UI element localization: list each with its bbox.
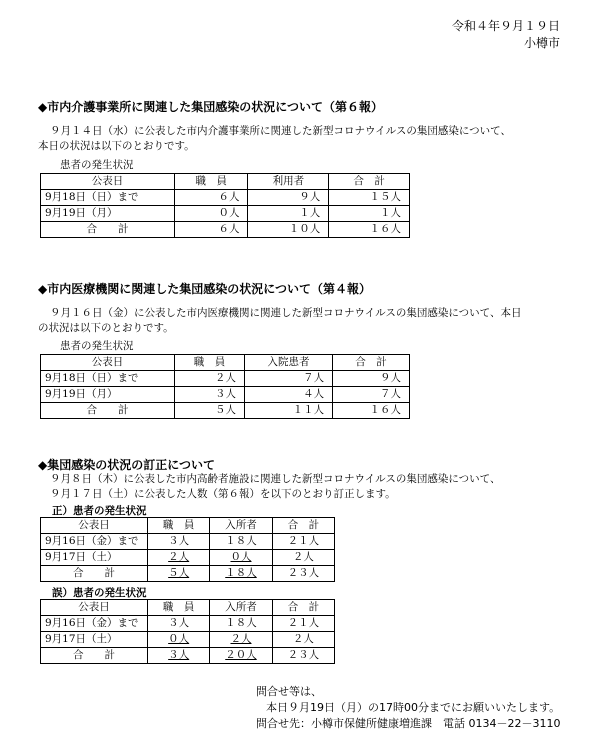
corrected-value: ０人 bbox=[230, 551, 252, 563]
table-header-row bbox=[41, 174, 410, 190]
date-cell: 9月19日（月） bbox=[41, 387, 175, 403]
value-cell: ４人 bbox=[244, 387, 332, 403]
section2-body-line2: の状況は以下のとおりです。 bbox=[38, 322, 174, 334]
value-cell: ３人 bbox=[148, 534, 210, 550]
value-cell bbox=[148, 632, 210, 648]
header-cell: 公表日 bbox=[41, 600, 148, 616]
total-label-cell: 合 計 bbox=[41, 648, 148, 664]
table-header-row bbox=[41, 355, 410, 371]
value-cell: ９人 bbox=[333, 371, 410, 387]
erroneous-value: ３人 bbox=[168, 649, 190, 661]
date-cell: 9月18日（日）まで bbox=[41, 190, 175, 206]
section2-table-caption: 患者の発生状況 bbox=[60, 340, 134, 352]
value-cell bbox=[210, 566, 272, 582]
document-date-block bbox=[452, 18, 560, 52]
section1-body-line1: ９月１４日（水）に公表した市内介護事業所に関連した新型コロナウイルスの集団感染について、 bbox=[50, 125, 511, 137]
erroneous-value: ２０人 bbox=[225, 649, 257, 661]
table-header-row bbox=[41, 600, 335, 616]
value-cell: ３人 bbox=[148, 616, 210, 632]
value-cell: ６人 bbox=[175, 190, 248, 206]
footer-line1: 問合せ等は、 bbox=[256, 685, 322, 698]
header-cell: 合 計 bbox=[272, 600, 334, 616]
table-header-row bbox=[41, 518, 335, 534]
value-cell: ７人 bbox=[333, 387, 410, 403]
header-cell: 職 員 bbox=[148, 518, 210, 534]
value-cell: １８人 bbox=[210, 534, 272, 550]
section2-body-line1: ９月１６日（金）に公表した市内医療機関に関連した新型コロナウイルスの集団感染について、本日 bbox=[50, 307, 522, 319]
total-label-cell: 合 計 bbox=[41, 403, 175, 419]
corrected-value: ５人 bbox=[168, 567, 190, 579]
section2-table bbox=[40, 354, 410, 419]
value-cell: ７人 bbox=[244, 371, 332, 387]
header-cell: 公表日 bbox=[41, 174, 175, 190]
header-cell: 合 計 bbox=[272, 518, 334, 534]
table-row bbox=[41, 534, 335, 550]
value-cell: ２３人 bbox=[272, 648, 334, 664]
table-row bbox=[41, 206, 410, 222]
section3-heading: ◆集団感染の状況の訂正について bbox=[38, 458, 215, 472]
footer-contact: 問合せ先：小樽市保健所健康増進課 電話 0134－22－3110 bbox=[256, 717, 561, 730]
table-row bbox=[41, 632, 335, 648]
corrected-value: ２人 bbox=[168, 551, 190, 563]
date-cell: 9月17日（土） bbox=[41, 550, 148, 566]
table-row bbox=[41, 387, 410, 403]
section1-table bbox=[40, 173, 410, 238]
value-cell: ２人 bbox=[175, 371, 245, 387]
value-cell: ２１人 bbox=[272, 616, 334, 632]
footer-line2: 本日９月19日（月）の17時00分までにお願いいたします。 bbox=[266, 701, 561, 714]
value-cell: ２人 bbox=[272, 550, 334, 566]
value-cell: １８人 bbox=[210, 616, 272, 632]
table-row bbox=[41, 616, 335, 632]
header-cell: 合 計 bbox=[329, 174, 410, 190]
section1-heading: ◆市内介護事業所に関連した集団感染の状況について（第６報） bbox=[38, 100, 383, 114]
section3-body-line1: ９月８日（木）に公表した市内高齢者施設に関連した新型コロナウイルスの集団感染について、 bbox=[50, 473, 501, 485]
total-label-cell: 合 計 bbox=[41, 222, 175, 238]
value-cell: １６人 bbox=[333, 403, 410, 419]
date-cell: 9月17日（土） bbox=[41, 632, 148, 648]
table-row bbox=[41, 190, 410, 206]
header-cell: 職 員 bbox=[175, 355, 245, 371]
header-cell: 合 計 bbox=[333, 355, 410, 371]
document-date: 令和４年９月１９日 bbox=[451, 19, 560, 33]
value-cell: １５人 bbox=[329, 190, 410, 206]
header-cell: 入院患者 bbox=[244, 355, 332, 371]
value-cell bbox=[210, 550, 272, 566]
value-cell: ２１人 bbox=[272, 534, 334, 550]
correct-table bbox=[40, 517, 335, 582]
value-cell: ６人 bbox=[175, 222, 248, 238]
header-cell: 入所者 bbox=[210, 600, 272, 616]
value-cell bbox=[148, 550, 210, 566]
correct-table-caption: 正）患者の発生状況 bbox=[52, 505, 147, 517]
header-cell: 公表日 bbox=[41, 518, 148, 534]
corrected-value: １８人 bbox=[225, 567, 257, 579]
value-cell bbox=[210, 648, 272, 664]
table-total-row bbox=[41, 403, 410, 419]
value-cell: ５人 bbox=[175, 403, 245, 419]
value-cell: １０人 bbox=[248, 222, 329, 238]
section3-body-line2: ９月１７日（土）に公表した人数（第６報）を以下のとおり訂正します。 bbox=[50, 488, 396, 500]
table-total-row bbox=[41, 222, 410, 238]
header-cell: 利用者 bbox=[248, 174, 329, 190]
wrong-table bbox=[40, 599, 335, 664]
value-cell: ２人 bbox=[272, 632, 334, 648]
value-cell: １１人 bbox=[244, 403, 332, 419]
table-total-row bbox=[41, 648, 335, 664]
value-cell: １人 bbox=[248, 206, 329, 222]
header-cell: 入所者 bbox=[210, 518, 272, 534]
date-cell: 9月16日（金）まで bbox=[41, 616, 148, 632]
section1-body-line2: 本日の状況は以下のとおりです。 bbox=[38, 140, 195, 152]
table-total-row bbox=[41, 566, 335, 582]
document-org: 小樽市 bbox=[523, 36, 560, 50]
header-cell: 公表日 bbox=[41, 355, 175, 371]
erroneous-value: ２人 bbox=[230, 633, 252, 645]
value-cell bbox=[148, 566, 210, 582]
date-cell: 9月16日（金）まで bbox=[41, 534, 148, 550]
date-cell: 9月18日（日）まで bbox=[41, 371, 175, 387]
erroneous-value: ０人 bbox=[168, 633, 190, 645]
table-row bbox=[41, 371, 410, 387]
total-label-cell: 合 計 bbox=[41, 566, 148, 582]
header-cell: 職 員 bbox=[175, 174, 248, 190]
value-cell: ２３人 bbox=[272, 566, 334, 582]
table-row bbox=[41, 550, 335, 566]
value-cell: ３人 bbox=[175, 387, 245, 403]
value-cell bbox=[210, 632, 272, 648]
section2-heading: ◆市内医療機関に関連した集団感染の状況について（第４報） bbox=[38, 282, 371, 296]
value-cell: １６人 bbox=[329, 222, 410, 238]
header-cell: 職 員 bbox=[148, 600, 210, 616]
date-cell: 9月19日（月） bbox=[41, 206, 175, 222]
value-cell: ０人 bbox=[175, 206, 248, 222]
value-cell bbox=[148, 648, 210, 664]
section1-table-caption: 患者の発生状況 bbox=[60, 159, 134, 171]
wrong-table-caption: 誤）患者の発生状況 bbox=[52, 587, 147, 599]
value-cell: １人 bbox=[329, 206, 410, 222]
value-cell: ９人 bbox=[248, 190, 329, 206]
